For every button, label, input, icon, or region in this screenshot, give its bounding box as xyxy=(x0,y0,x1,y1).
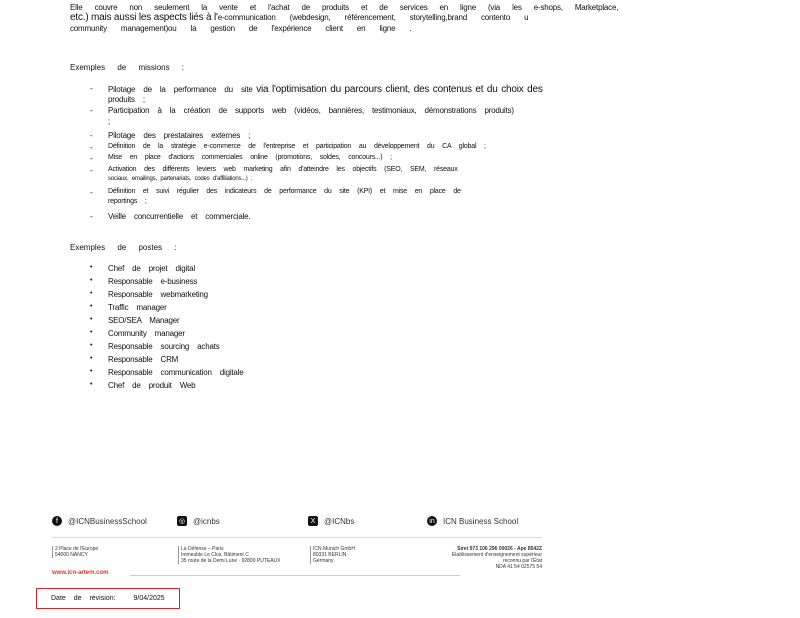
mission-item-continuation: sociaux, emailings, partenariats, codes d'affiliations...) ; xyxy=(108,176,253,182)
poste-item: Community manager xyxy=(108,329,185,338)
poste-item: Responsable communication digitale xyxy=(108,368,244,377)
missions-heading: Exemples de missions : xyxy=(70,63,185,72)
social-label: @ICNbs xyxy=(324,516,355,526)
bullet: • xyxy=(90,329,93,336)
poste-item: Chef de produit Web xyxy=(108,381,196,390)
instagram-icon: ◎ xyxy=(178,518,186,525)
footer-divider xyxy=(52,537,542,538)
social-x[interactable] xyxy=(308,516,354,526)
mission-item-continuation: produits ; xyxy=(108,95,145,104)
address-nancy: 2 Place de l'Europe 54000 NANCY xyxy=(52,546,98,558)
website-link[interactable]: www.icn-artem.com xyxy=(52,570,109,576)
x-icon: X xyxy=(308,516,318,526)
mission-item: Pilotage de la performance du site via l'optimisation du parcours client, des contenus et du choix des xyxy=(108,84,543,95)
mission-item: Définition de la stratégie e-commerce de l'entreprise et participation au développement du CA global ; xyxy=(108,143,486,150)
bullet: • xyxy=(90,381,93,388)
poste-item: Responsable sourcing achats xyxy=(108,342,220,351)
bullet: • xyxy=(90,316,93,323)
social-label: ICN Business School xyxy=(443,516,519,526)
address-germany: ICN Munich GmbH 80331 BERLIN Germany xyxy=(310,546,355,564)
revision-date: 9/04/2025 xyxy=(133,595,165,602)
dash-bullet: - xyxy=(90,154,93,163)
intro-line-3: community management)ou la gestion de l'expérience client en ligne . xyxy=(70,24,412,33)
mission-item: Veille concurrentielle et commerciale. xyxy=(108,212,251,221)
intro-line-2-part-a: etc.) mais aussi les aspects liés à l' xyxy=(70,12,218,23)
poste-item: Responsable CRM xyxy=(108,355,179,364)
poste-item: Responsable webmarketing xyxy=(108,290,208,299)
mission-item: Définition et suivi régulier des indicateurs de performance du site (KPI) et mise en place de xyxy=(108,188,461,195)
mission-item-continuation: ; xyxy=(108,117,111,126)
revision-label: Date de révision: xyxy=(51,595,116,602)
bullet: • xyxy=(90,368,93,375)
social-facebook[interactable] xyxy=(52,516,147,526)
bullet: • xyxy=(90,355,93,362)
dash-bullet: - xyxy=(90,131,93,140)
bullet: • xyxy=(90,303,93,310)
social-instagram[interactable] xyxy=(177,516,220,526)
mission-item: Mise en place d'actions commerciales online (promotions, soldes, concours...) ; xyxy=(108,154,392,161)
address-paris: La Défense – Paris Immeuble Le Clos, Bâtiment C 35 route de la Demi Lune · 92800 PUTEAUX xyxy=(178,546,281,564)
mission-item: Participation à la création de supports web (vidéos, bannières, testimoniaux, démonstrations produits) xyxy=(108,106,514,115)
poste-item: SEO/SEA Manager xyxy=(108,316,180,325)
social-linkedin[interactable] xyxy=(427,516,518,526)
intro-line-1: Elle couvre non seulement la vente et l'achat de produits et de services en ligne (via les e-shops, Marketplace, xyxy=(70,3,619,12)
facebook-icon: f xyxy=(52,516,62,526)
revision-box xyxy=(36,588,180,609)
dash-bullet: - xyxy=(90,188,93,197)
intro-line-2 xyxy=(70,13,528,23)
poste-item: Chef de projet digital xyxy=(108,264,195,273)
dash-bullet: - xyxy=(90,143,93,152)
bullet: • xyxy=(90,342,93,349)
postes-heading: Exemples de postes : xyxy=(70,243,177,252)
linkedin-icon: in xyxy=(427,516,437,526)
dash-bullet: - xyxy=(90,166,93,175)
dash-bullet: - xyxy=(90,106,93,115)
mission-item: Activation des différents leviers web marketing afin d'atteindre les objectifs (SEO, SEM, réseaux xyxy=(108,166,458,173)
website-underline xyxy=(130,575,460,576)
intro-line-2-part-b: e-communication (webdesign, référencement, storytelling,brand contento u xyxy=(217,13,529,22)
bullet: • xyxy=(90,277,93,284)
dash-bullet: - xyxy=(90,84,93,93)
bullet: • xyxy=(90,290,93,297)
social-label: @icnbs xyxy=(193,516,220,526)
bullet: • xyxy=(90,264,93,271)
poste-item: Traffic manager xyxy=(108,303,167,312)
social-label: @ICNBusinessSchool xyxy=(68,516,147,526)
poste-item: Responsable e-business xyxy=(108,277,198,286)
legal-info: Siret 973 106 296 00026 - Ape 8542Z Établissement d'enseignement supérieur reconnu par l'État NDA 41 54 02575 54 xyxy=(451,546,542,570)
mission-item: Pilotage des prestataires externes ; xyxy=(108,131,251,140)
dash-bullet: - xyxy=(90,212,93,221)
mission-item-continuation: reportings ; xyxy=(108,198,147,205)
